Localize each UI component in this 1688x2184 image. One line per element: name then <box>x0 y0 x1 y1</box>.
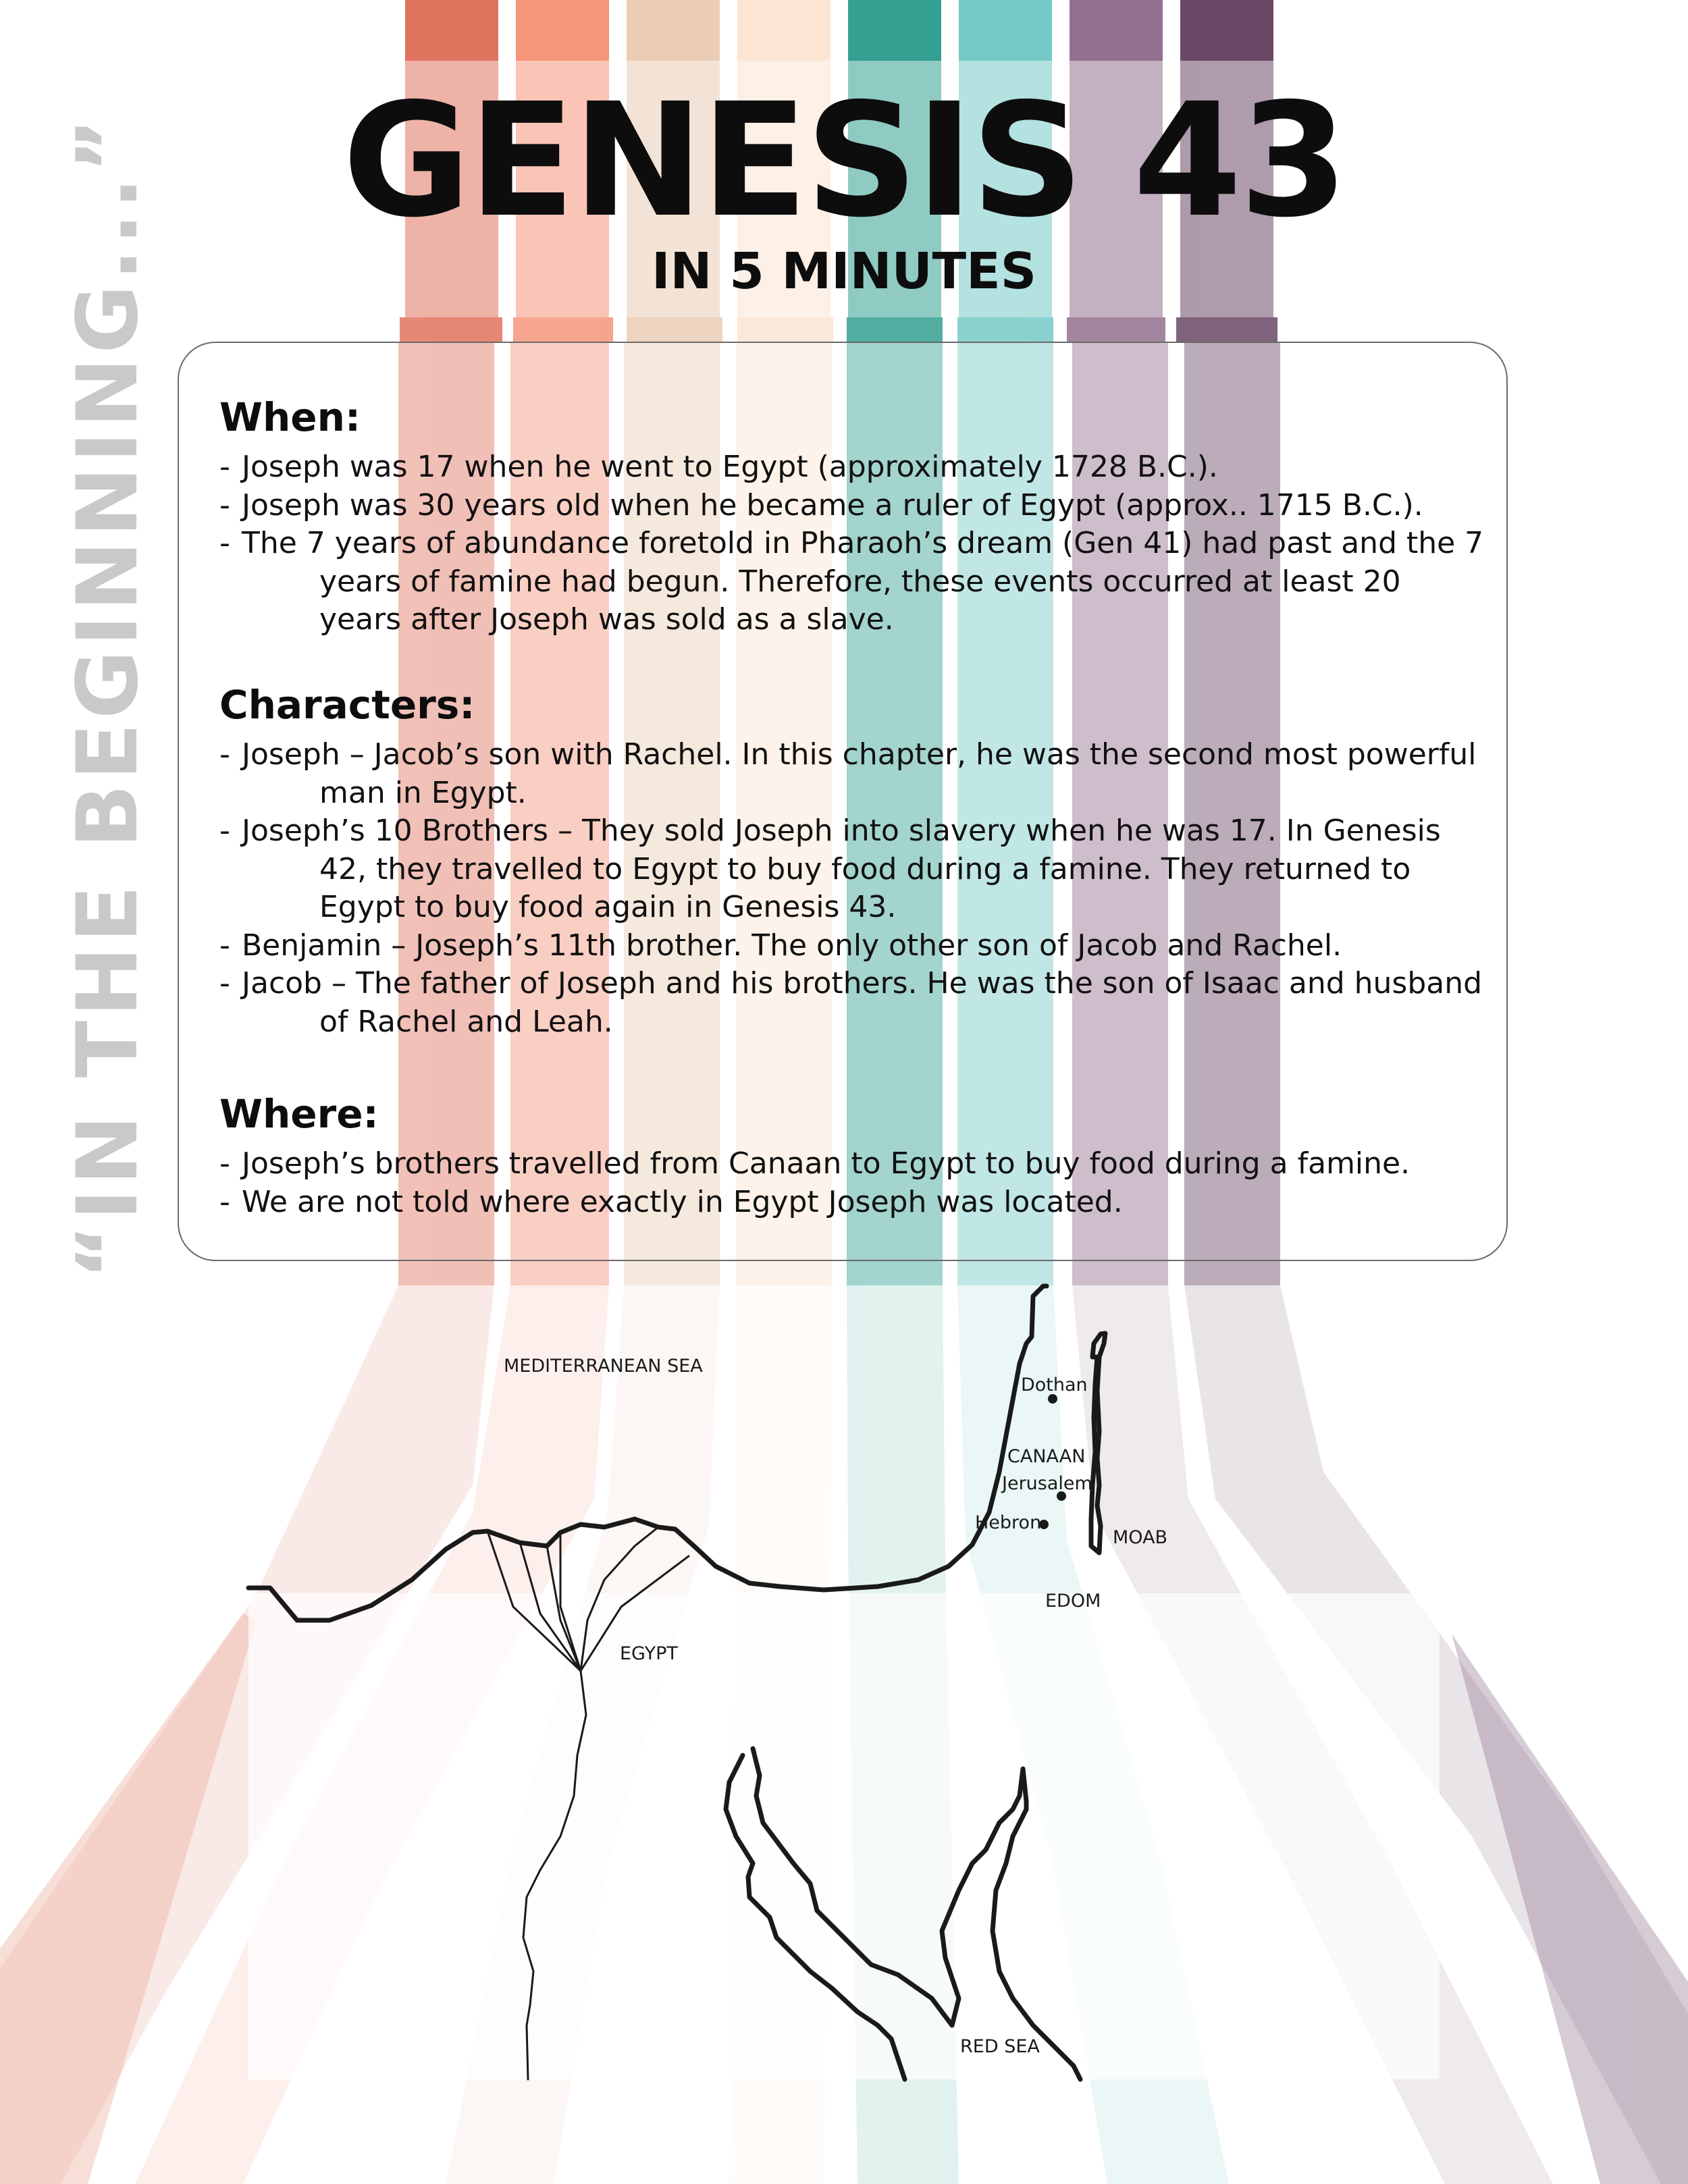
map-label-moab: MOAB <box>1113 1527 1168 1548</box>
stripe-cap-4 <box>737 0 830 61</box>
stripe-cap-2 <box>516 0 609 61</box>
list-item: - Joseph – Jacob’s son with Rachel. In this chapter, he was the second most powerful man in Egypt. <box>219 737 1477 810</box>
section-heading: When: <box>219 394 361 440</box>
map-label-jerusalem: Jerusalem <box>1002 1473 1092 1494</box>
list-item: - We are not told where exactly in Egypt Joseph was located. <box>219 1184 1123 1219</box>
map-label-mediterranean: MEDITERRANEAN SEA <box>504 1356 703 1377</box>
list-item: - Joseph was 30 years old when he became a ruler of Egypt (approx.. 1715 B.C.). <box>219 487 1423 523</box>
map-label-red-sea: RED SEA <box>960 2036 1040 2057</box>
stripe-cap-3 <box>627 0 720 61</box>
list-item: - The 7 years of abundance foretold in Pharaoh’s dream (Gen 41) had past and the 7 years of famine had begun. Therefore, these events occurred at least 20 years after Joseph was sold as a slave. <box>219 526 1484 637</box>
side-quote-text: “IN THE BEGINNING...” <box>59 113 157 1279</box>
section-heading: Where: <box>219 1091 379 1137</box>
stripe-cap-1 <box>405 0 498 61</box>
map-label-edom: EDOM <box>1045 1591 1101 1612</box>
stripe-cap-6 <box>959 0 1052 61</box>
dothan-dot <box>1048 1394 1057 1404</box>
list-item: - Joseph’s brothers travelled from Canaan to Egypt to buy food during a famine. <box>219 1146 1410 1181</box>
stripe-cap-5 <box>848 0 941 61</box>
page-subtitle: IN 5 MINUTES <box>652 242 1036 300</box>
section-characters <box>219 678 1489 1041</box>
map-label-hebron: Hebron <box>975 1512 1042 1533</box>
map-label-dothan: Dothan <box>1021 1375 1088 1395</box>
stripe-cap-7 <box>1070 0 1163 61</box>
section-when <box>219 390 1489 639</box>
list-item: - Joseph’s 10 Brothers – They sold Joseph into slavery when he was 17. In Genesis 42, they travelled to Egypt to buy food during a famine. They returned to Egypt to buy food again in Genesis 43. <box>219 814 1441 924</box>
page-title: GENESIS 43 <box>342 70 1346 252</box>
section-heading: Characters: <box>219 682 475 728</box>
map-panel <box>248 1593 1440 2079</box>
map-label-canaan: CANAAN <box>1007 1446 1086 1467</box>
list-item: - Benjamin – Joseph’s 11th brother. The only other son of Jacob and Rachel. <box>219 928 1342 963</box>
list-item: - Joseph was 17 when he went to Egypt (approximately 1728 B.C.). <box>219 450 1218 484</box>
list-item: - Jacob – The father of Joseph and his brothers. He was the son of Isaac and husband of Rachel and Leah. <box>219 966 1483 1039</box>
stripe-cap-8 <box>1180 0 1273 61</box>
section-where <box>219 1087 1489 1221</box>
map-label-egypt: EGYPT <box>620 1643 678 1664</box>
